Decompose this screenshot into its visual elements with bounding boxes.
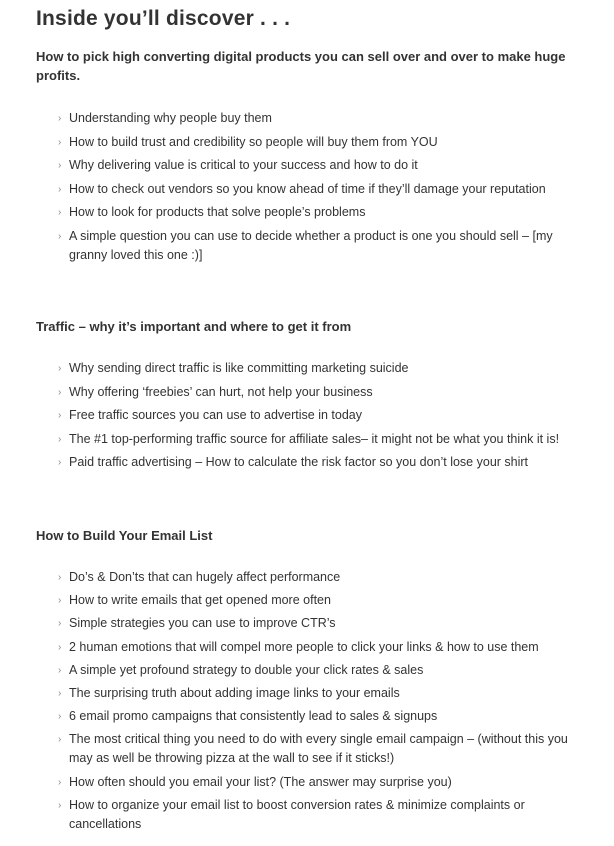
chevron-right-icon: ›: [58, 113, 62, 124]
chevron-right-icon: ›: [58, 711, 62, 723]
chevron-right-icon: ›: [58, 433, 62, 445]
list-item: [58, 203, 588, 222]
list-item: [58, 156, 588, 175]
list-item: [58, 638, 588, 657]
chevron-right-icon: ›: [58, 664, 62, 676]
chevron-right-icon: ›: [58, 136, 62, 148]
list-item-text: The most critical thing you need to do with every single email campaign – (without this you may as well be throwing pizza at the wall to see if it sticks!): [69, 732, 568, 766]
list-item-text: Why offering ‘freebies’ can hurt, not help your business: [69, 384, 373, 399]
list-item: [58, 133, 588, 152]
chevron-right-icon: ›: [58, 595, 62, 607]
list-item: [58, 796, 588, 834]
list-item-text: Simple strategies you can use to improve CTR’s: [69, 616, 336, 631]
chevron-right-icon: ›: [58, 457, 62, 468]
list-item: [58, 661, 588, 680]
email-list: [58, 568, 588, 838]
list-item: [58, 359, 588, 378]
list-item: [58, 453, 588, 472]
list-item-text: The #1 top-performing traffic source for affiliate sales– it might not be what you think it is!: [69, 431, 560, 446]
list-item: [58, 406, 588, 425]
chevron-right-icon: ›: [58, 363, 62, 374]
list-item-text: Why delivering value is critical to your success and how to do it: [69, 158, 418, 172]
section-heading-email-list: How to Build Your Email List: [36, 528, 213, 543]
list-item: [58, 684, 588, 703]
list-item-text: How to check out vendors so you know ahead of time if they’ll damage your reputation: [69, 181, 546, 196]
list-item-text: The surprising truth about adding image links to your emails: [69, 685, 400, 700]
list-item-text: How often should you email your list? (The answer may surprise you): [69, 774, 452, 789]
list-item: [58, 730, 588, 768]
list-item: [58, 707, 588, 726]
list-item-text: Do’s & Don’ts that can hugely affect performance: [69, 570, 341, 584]
list-item: [58, 773, 588, 792]
chevron-right-icon: ›: [58, 799, 62, 811]
list-item-text: How to write emails that get opened more often: [69, 593, 331, 608]
chevron-right-icon: ›: [58, 160, 62, 171]
page-title: Inside you’ll discover . . .: [36, 7, 291, 30]
list-item-text: How to organize your email list to boost conversion rates & minimize complaints or cancellations: [69, 797, 525, 831]
chevron-right-icon: ›: [58, 734, 62, 746]
list-item: [58, 109, 588, 128]
chevron-right-icon: ›: [58, 687, 62, 699]
products-list: [58, 109, 588, 269]
list-item: [58, 614, 588, 633]
list-item-text: Paid traffic advertising – How to calculate the risk factor so you don’t lose your shirt: [69, 455, 529, 469]
chevron-right-icon: ›: [58, 386, 62, 398]
chevron-right-icon: ›: [58, 776, 62, 788]
chevron-right-icon: ›: [58, 572, 62, 583]
list-item: [58, 383, 588, 402]
section-heading-products: How to pick high converting digital products you can sell over and over to make huge profits.: [36, 49, 566, 83]
list-item: [58, 568, 588, 587]
list-item-text: Understanding why people buy them: [69, 111, 272, 125]
chevron-right-icon: ›: [58, 641, 62, 653]
list-item: [58, 227, 588, 265]
chevron-right-icon: ›: [58, 618, 62, 630]
list-item-text: A simple yet profound strategy to double your click rates & sales: [69, 662, 424, 677]
chevron-right-icon: ›: [58, 230, 62, 242]
list-item-text: How to look for products that solve people’s problems: [69, 205, 366, 219]
section-heading-traffic: Traffic – why it’s important and where to get it from: [36, 319, 352, 334]
list-item-text: 6 email promo campaigns that consistently lead to sales & signups: [69, 709, 438, 724]
list-item: [58, 591, 588, 610]
chevron-right-icon: ›: [58, 207, 62, 218]
list-item-text: Free traffic sources you can use to advertise in today: [69, 408, 362, 422]
chevron-right-icon: ›: [58, 410, 62, 421]
chevron-right-icon: ›: [58, 183, 62, 195]
traffic-list: [58, 359, 588, 477]
list-item: [58, 180, 588, 199]
list-item-text: 2 human emotions that will compel more people to click your links & how to use them: [69, 639, 539, 654]
list-item-text: How to build trust and credibility so people will buy them from YOU: [69, 134, 438, 149]
list-item-text: A simple question you can use to decide whether a product is one you should sell – [my granny loved this one :)]: [69, 228, 553, 262]
list-item-text: Why sending direct traffic is like committing marketing suicide: [69, 361, 409, 375]
list-item: [58, 430, 588, 449]
